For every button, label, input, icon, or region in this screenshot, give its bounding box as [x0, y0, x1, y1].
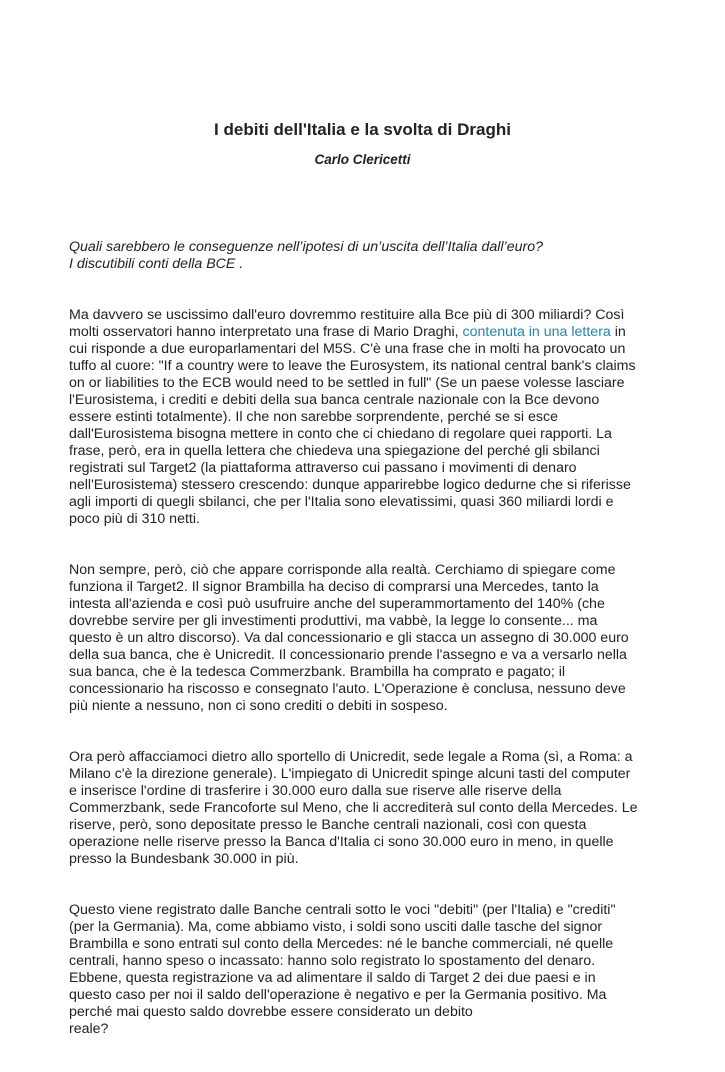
paragraph-1-start: Ma davvero se uscissimo dall'euro dovremmo restituire alla Bce più di 300 miliardi? Così molti osservatori hanno interpretato una frase di Mario Draghi, [69, 307, 625, 340]
letter-link[interactable]: contenuta in una lettera [462, 324, 611, 340]
article-intro: Quali sarebbero le conseguenze nell’ipotesi di un’uscita dell’Italia dall’euro? I discutibili conti della BCE . [69, 239, 543, 272]
paragraph-3: Ora però affacciamoci dietro allo sportello di Unicredit, sede legale a Roma (sì, a Roma: a Milano c'è la direzione generale). L'impiegato di Unicredit spinge alcuni tasti del computer e inserisce l'ordine di trasferire i 30.000 euro dalla sue riserve alle riserve della Commerzbank, sede Francoforte sul Meno, che li accrediterà sul conto della Mercedes. Le riserve, però, sono depositate presso le Banche centrali nazionali, così con questa operazione nelle riserve presso la Banca d'Italia ci sono 30.000 euro in meno, in quelle presso la Bundesbank 30.000 in più. [69, 749, 638, 867]
article-body [69, 222, 664, 1072]
paragraph-1 [69, 307, 664, 528]
article-title: I debiti dell'Italia e la svolta di Draghi [214, 120, 511, 139]
article-author: Carlo Clericetti [314, 152, 411, 167]
paragraph-4: Questo viene registrato dalle Banche centrali sotto le voci "debiti" (per l'Italia) e "crediti" (per la Germania). Ma, come abbiamo visto, i soldi sono usciti dalle tasche del signor Brambilla e sono entrati sul conto della Mercedes: né le banche commerciali, né quelle centrali, hanno speso o incassato: hanno solo registrato lo spostamento del denaro. Ebbene, questa registrazione va ad alimentare il saldo di Target 2 dei due paesi e in questo caso per noi il saldo dell'operazione è negativo e per la Germania positivo. Ma perché mai questo saldo dovrebbe essere considerato un debito reale? [69, 902, 616, 1037]
paragraph-1-end: in cui risponde a due europarlamentari del M5S. C'è una frase che in molti ha provocato un tuffo al cuore: "If a country were to leave the Eurosystem, its national central bank's claims on or liabilities to the ECB would need to be settled in full" (Se un paese volesse lasciare l'Eurosistema, i crediti e debiti della sua banca centrale nazionale con la Bce devono essere estinti totalmente). Il che non sarebbe sorprendente, perché se si esce dall'Eurosistema bisogna mettere in conto che ci chiedano di regolare quei rapporti. La frase, però, era in quella lettera che chiedeva una spiegazione del perché gli sbilanci registrati sul Target2 (la piattaforma attraverso cui passano i movimenti di denaro nell'Eurosistema) stessero crescendo: dunque apparirebbe logico dedurne che si riferisse agli importi di quegli sbilanci, che per l'Italia sono elevatissimi, quasi 360 miliardi lordi e poco più di 310 netti. [69, 324, 636, 527]
paragraph-2: Non sempre, però, ciò che appare corrisponde alla realtà. Cerchiamo di spiegare come funziona il Target2. Il signor Brambilla ha deciso di comprarsi una Mercedes, tanto la intesta all'azienda e così può usufruire anche del superammortamento del 140% (che dovrebbe servire per gli investimenti produttivi, ma vabbè, la legge lo consente... ma questo è un altro discorso). Va dal concessionario e gli stacca un assegno di 30.000 euro della sua banca, che è Unicredit. Il concessionario prende l'assegno e va a versarlo nella sua banca, che è la tedesca Commerzbank. Brambilla ha comprato e pagato; il concessionario ha riscosso e consegnato l'auto. L'Operazione è conclusa, nessuno deve più niente a nessuno, non ci sono crediti o debiti in sospeso. [69, 562, 629, 714]
